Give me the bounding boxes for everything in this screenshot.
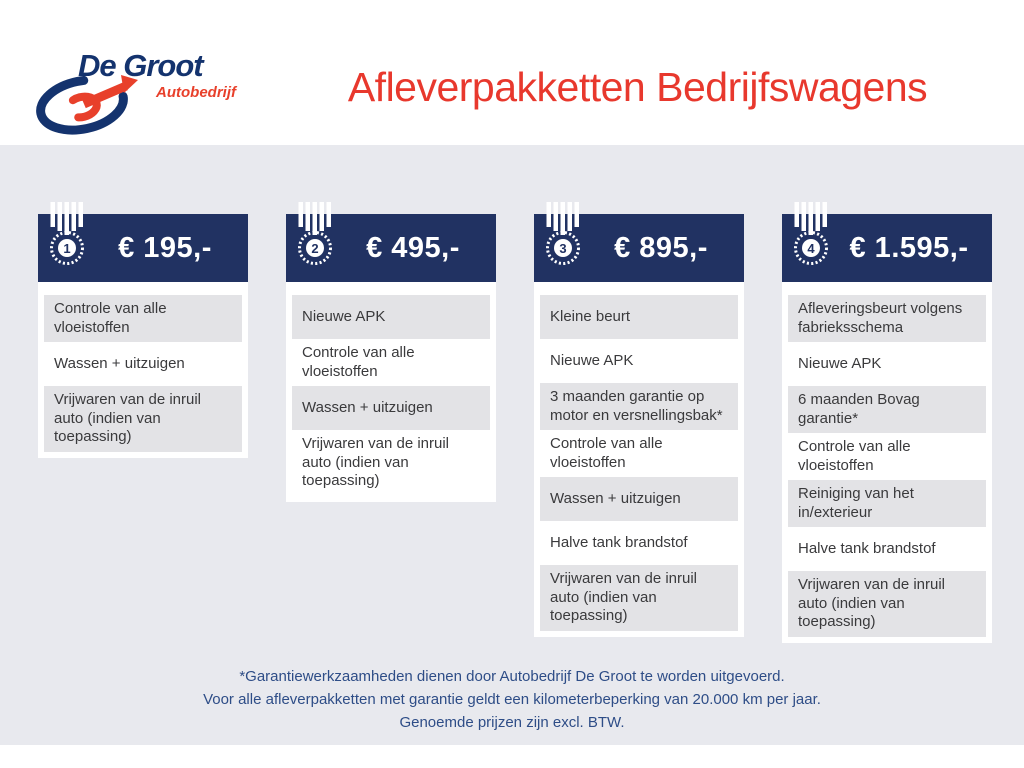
disclaimer-notes <box>0 665 1024 734</box>
package-feature-item: Reiniging van het in/exterieur <box>788 480 986 527</box>
medal-icon <box>47 202 87 284</box>
disclaimer-line: Genoemde prijzen zijn excl. BTW. <box>399 713 625 731</box>
package-feature-list <box>286 282 496 496</box>
package-price: € 495,- <box>366 231 460 264</box>
package-cards-row <box>0 145 1024 643</box>
logo-subtitle: Autobedrijf <box>156 84 236 101</box>
header-bar <box>0 0 1024 145</box>
package-feature-item: Vrijwaren van de inruil auto (indien van toepassing) <box>44 386 242 452</box>
package-header <box>782 214 992 282</box>
package-feature-item: 3 maanden garantie op motor en versnellingsbak* <box>540 383 738 430</box>
medal-number: 4 <box>807 241 815 256</box>
package-price: € 895,- <box>614 231 708 264</box>
package-feature-item: Afleveringsbeurt volgens fabrieksschema <box>788 295 986 342</box>
medal-number: 1 <box>63 241 71 256</box>
package-feature-item: Nieuwe APK <box>540 339 738 383</box>
medal-icon <box>295 202 335 284</box>
package-feature-item: Vrijwaren van de inruil auto (indien van toepassing) <box>292 430 490 496</box>
package-feature-item: Vrijwaren van de inruil auto (indien van toepassing) <box>540 565 738 631</box>
page-title: Afleverpakketten Bedrijfswagens <box>347 64 928 110</box>
logo-text: De Groot <box>78 48 203 83</box>
package-feature-item: Vrijwaren van de inruil auto (indien van toepassing) <box>788 571 986 637</box>
package-feature-item: Halve tank brandstof <box>788 527 986 571</box>
package-feature-item: 6 maanden Bovag garantie* <box>788 386 986 433</box>
package-feature-item: Halve tank brandstof <box>540 521 738 565</box>
package-feature-item: Controle van alle vloeistoffen <box>44 295 242 342</box>
package-price: € 1.595,- <box>849 231 969 264</box>
package-card-4 <box>782 214 992 643</box>
main-area <box>0 145 1024 745</box>
package-feature-item: Nieuwe APK <box>292 295 490 339</box>
disclaimer-line: *Garantiewerkzaamheden dienen door Autobedrijf De Groot te worden uitgevoerd. <box>239 667 785 685</box>
bottom-white-strip <box>0 745 1024 768</box>
medal-icon <box>791 202 831 284</box>
package-feature-item: Wassen + uitzuigen <box>292 386 490 430</box>
package-feature-list <box>534 282 744 631</box>
package-header <box>38 214 248 282</box>
package-header <box>286 214 496 282</box>
package-feature-item: Wassen + uitzuigen <box>540 477 738 521</box>
package-card-2 <box>286 214 496 502</box>
package-header <box>534 214 744 282</box>
medal-number: 2 <box>311 241 319 256</box>
package-feature-item: Controle van alle vloeistoffen <box>788 433 986 480</box>
package-feature-item: Controle van alle vloeistoffen <box>292 339 490 386</box>
package-feature-list <box>38 282 248 452</box>
medal-icon <box>543 202 583 284</box>
package-card-3 <box>534 214 744 637</box>
package-feature-item: Wassen + uitzuigen <box>44 342 242 386</box>
package-feature-item: Controle van alle vloeistoffen <box>540 430 738 477</box>
medal-number: 3 <box>559 241 567 256</box>
package-card-1 <box>38 214 248 458</box>
package-price: € 195,- <box>118 231 212 264</box>
package-feature-item: Nieuwe APK <box>788 342 986 386</box>
package-feature-item: Kleine beurt <box>540 295 738 339</box>
package-feature-list <box>782 282 992 637</box>
de-groot-logo <box>36 44 251 139</box>
disclaimer-line: Voor alle afleverpakketten met garantie geldt een kilometerbeperking van 20.000 km per jaar. <box>203 690 821 708</box>
